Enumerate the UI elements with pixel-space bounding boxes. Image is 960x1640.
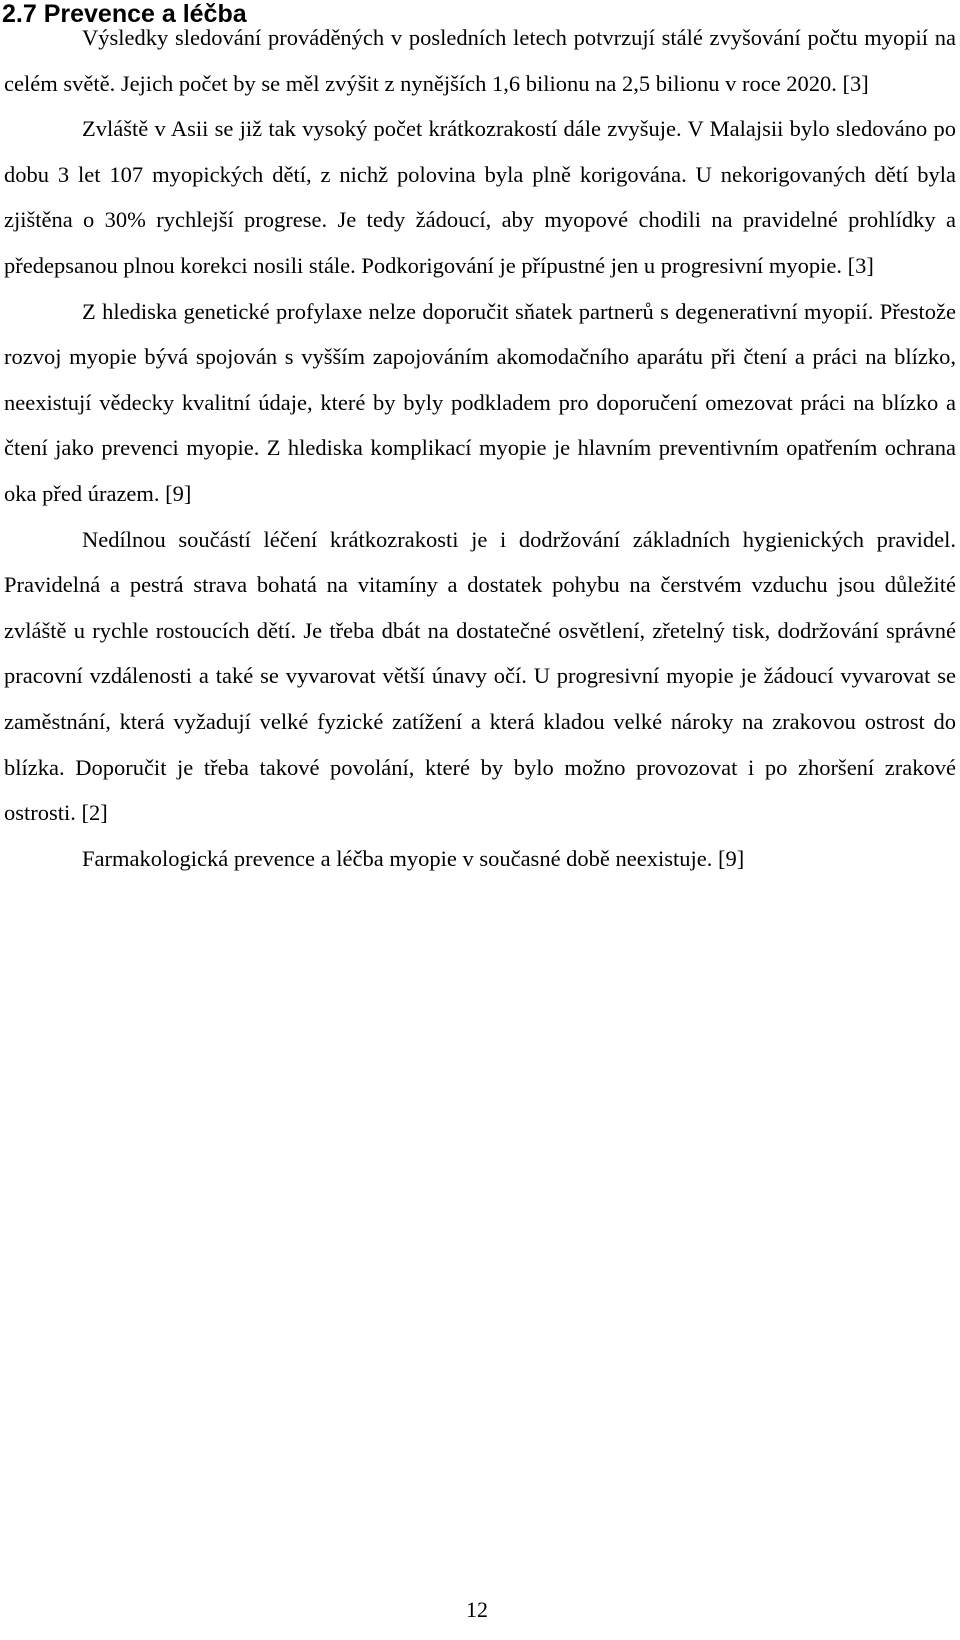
section-body [4, 15, 956, 881]
page-number: 12 [466, 1597, 488, 1622]
paragraph-hygiene-rules: Nedílnou součástí léčení krátkozrakosti je i dodržování základních hygienických pravidel. Pravidelná a pestrá strava bohatá na vitamíny a dostatek pohybu na čerstvém vzduchu jsou důležité zvláště u rychle rostoucích dětí. Je třeba dbát na dostatečné osvětlení, zřetelný tisk, dodržování správné pracovní vzdálenosti a také se vyvarovat větší únavy očí. U progresivní myopie je žádoucí vyvarovat se zaměstnání, která vyžadují velké fyzické zatížení a která kladou velké nároky na zrakovou ostrost do blízka. Doporučit je třeba takové povolání, které by bylo možno provozovat i po zhoršení zrakové ostrosti. [2] [4, 526, 956, 826]
paragraph-myopia-trends: Výsledky sledování prováděných v posledních letech potvrzují stálé zvyšování počtu myopií na celém světě. Jejich počet by se měl zvýšit z nynějších 1,6 bilionu na 2,5 bilionu v roce 2020. [3] [4, 25, 956, 96]
paragraph-pharmacology: Farmakologická prevence a léčba myopie v současné době neexistuje. [9] [82, 845, 745, 871]
section-heading: 2.7 Prevence a léčba [2, 0, 247, 28]
paragraph-genetic-prophylaxis: Z hlediska genetické profylaxe nelze doporučit sňatek partnerů s degenerativní myopií. Přestože rozvoj myopie bývá spojován s vyšším zapojováním akomodačního aparátu při čtení a práci na blízko, neexistují vědecky kvalitní údaje, které by byly podkladem pro doporučení omezovat práci na blízko a čtení jako prevenci myopie. Z hlediska komplikací myopie je hlavním preventivním opatřením ochrana oka před úrazem. [9] [4, 298, 956, 506]
paragraph-asia-study: Zvláště v Asii se již tak vysoký počet krátkozrakostí dále zvyšuje. V Malajsii bylo sledováno po dobu 3 let 107 myopických dětí, z nichž polovina byla plně korigována. U nekorigovaných dětí byla zjištěna o 30% rychlejší progrese. Je tedy žádoucí, aby myopové chodili na pravidelné prohlídky a předepsanou plnou korekci nosili stále. Podkorigování je přípustné jen u progresivní myopie. [3] [4, 116, 956, 278]
